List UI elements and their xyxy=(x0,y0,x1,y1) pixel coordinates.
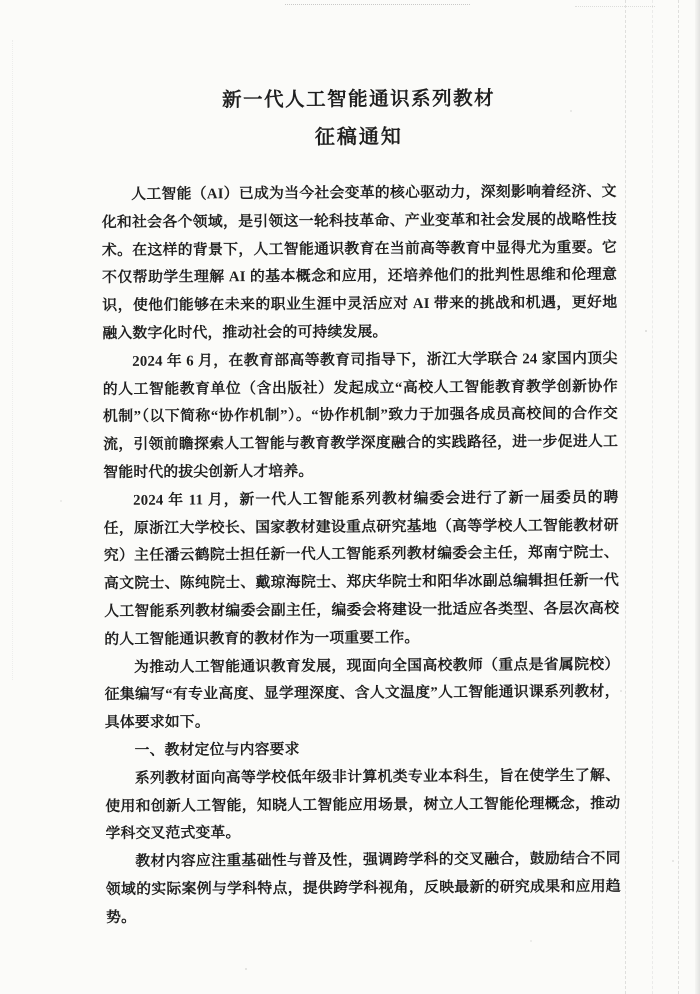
scan-specks xyxy=(0,0,2,2)
paragraph-collaboration-mechanism: 2024 年 6 月，在教育部高等教育司指导下，浙江大学联合 24 家国内顶尖的人工智能教育单位（含出版社）发起成立“高校人工智能教育教学创新协作机制”（以下简称“协作机制”）。“协作机制”致力于加强各成员高校间的合作交流，引领前瞻探索人工智能与教育教学深度融合的实践路径，进一步促进人工智能时代的拔尖创新人才培养。 xyxy=(102,350,619,481)
scan-noise-line-right-2 xyxy=(652,0,653,994)
scan-noise-line-right-3 xyxy=(678,0,679,994)
scan-noise-line-left xyxy=(12,40,13,680)
paragraph-call-for-manuscripts: 为推动人工智能通识教育发展，现面向全国高校教师（重点是省属院校）征集编写“有专业高度、显学理深度、含人文温度”人工智能通识课系列教材，具体要求如下。 xyxy=(104,656,620,732)
scan-noise-line-top-right xyxy=(575,6,655,7)
document-title: 新一代人工智能通识系列教材 xyxy=(221,88,496,112)
scan-edge-shadow xyxy=(695,0,700,994)
paragraph-ai-background: 人工智能（AI）已成为当今社会变革的核心驱动力，深刻影响着经济、文化和社会各个领域，是引领这一轮科技革命、产业变革和社会发展的战略性技术。在这样的背景下，人工智能通识教育在当前高等教育中显得尤为重要。它不仅帮助学生理解 AI 的基本概念和应用，还培养他们的批判性思维和伦理意识，使他们能够在未来的职业生涯中灵活应对 AI 带来的挑战和机遇，更好地融入数字化时代，推动社会的可持续发展。 xyxy=(101,183,618,342)
paragraph-content-requirements: 教材内容应注重基础性与普及性，强调跨学科的交叉融合，鼓励结合不同领域的实际案例与学科特点，提供跨学科视角，反映最新的研究成果和应用趋势。 xyxy=(105,850,621,926)
paragraph-target-audience: 系列教材面向高等学校低年级非计算机类专业本科生，旨在使学生了解、使用和创新人工智能，知晓人工智能应用场景，树立人工智能伦理概念，推动学科交叉范式变革。 xyxy=(105,767,621,843)
scan-noise-line-top xyxy=(285,4,470,5)
document-body xyxy=(102,179,622,933)
section-heading-positioning-requirements: 一、教材定位与内容要求 xyxy=(134,741,300,759)
paragraph-editorial-committee: 2024 年 11 月，新一代人工智能系列教材编委会进行了新一届委员的聘任，原浙江大学校长、国家教材建设重点研究基地（高等学校人工智能教材研究）主任潘云鹤院士担任新一代人工智能系列教材编委会主任，郑南宁院士、高文院士、陈纯院士、戴琼海院士、郑庆华院士和阳华冰副总编辑担任新一代人工智能系列教材编委会副主任，编委会将建设一批适应各类型、各层次高校的人工智能通识教育的教材作为一项重要工作。 xyxy=(103,489,620,648)
document-content xyxy=(101,87,621,933)
scan-noise-line-right-1 xyxy=(625,0,626,994)
document-subtitle: 征稿通知 xyxy=(314,126,403,149)
